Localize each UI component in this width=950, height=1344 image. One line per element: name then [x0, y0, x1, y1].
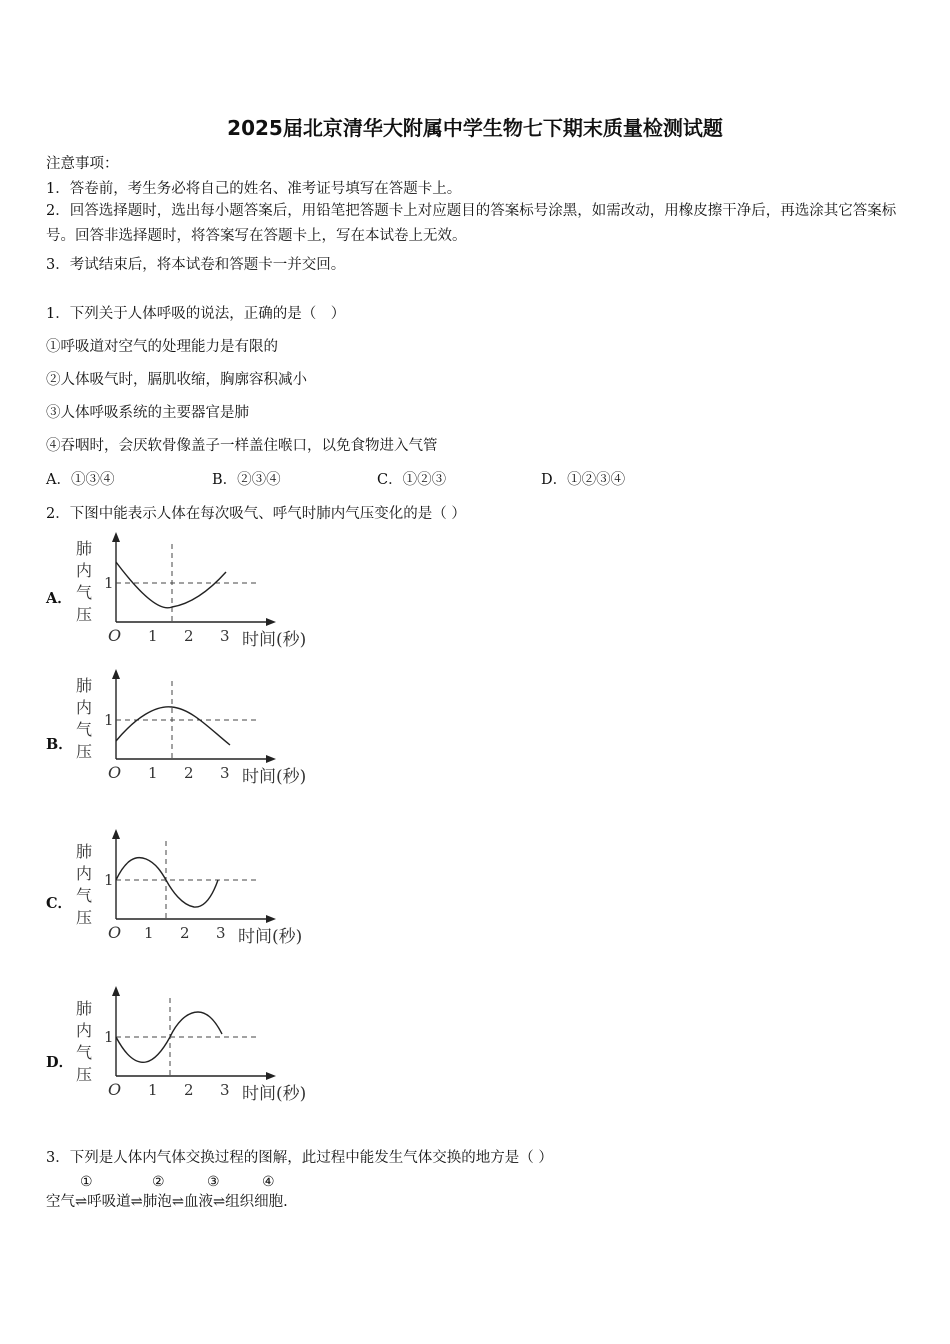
axes [112, 986, 276, 1080]
step-marker-3: ③ [207, 1174, 220, 1190]
exchange-arrow-icon: ⇌ [130, 1194, 143, 1210]
xtick-1: 1 [144, 924, 154, 942]
pressure-curve [116, 562, 226, 608]
xlabel: 时间(秒) [242, 630, 307, 650]
ylabel-char-4: 压 [76, 908, 93, 927]
q1-statement-4: ④吞咽时，会厌软骨像盖子一样盖住喉口，以免食物进入气管 [46, 438, 438, 454]
xlabel: 时间(秒) [238, 927, 303, 947]
q2-option-d-label[interactable]: D． [46, 1054, 74, 1071]
q1-statement-3: ③人体呼吸系统的主要器官是肺 [46, 405, 249, 421]
q1-option-d[interactable]: D．①②③④ [541, 472, 626, 488]
axes [112, 532, 276, 626]
ylabel-char-2: 内 [76, 1021, 93, 1040]
ylabel-char-3: 气 [76, 1043, 93, 1062]
ytick-1: 1 [104, 1028, 114, 1046]
ylabel-char-3: 气 [76, 720, 93, 739]
q1-statement-2: ②人体吸气时，膈肌收缩，胸廓容积减小 [46, 372, 307, 388]
step-tissue-cells: 组织细胞. [225, 1194, 288, 1210]
origin-label: O [108, 626, 122, 645]
step-marker-4: ④ [262, 1174, 275, 1190]
notes-heading: 注意事项： [46, 156, 119, 172]
pressure-curve [116, 858, 218, 907]
xtick-2: 2 [184, 627, 194, 645]
xtick-3: 3 [220, 627, 230, 645]
q2-graph-d[interactable] [70, 986, 340, 1106]
xtick-2: 2 [184, 1081, 194, 1099]
gas-exchange-flow [46, 1190, 288, 1211]
q2-graph-b[interactable] [70, 669, 340, 789]
ylabel-char-3: 气 [76, 886, 93, 905]
pressure-curve [116, 707, 230, 745]
xtick-2: 2 [184, 764, 194, 782]
q2-option-b-label[interactable]: B． [46, 736, 73, 753]
xtick-1: 1 [148, 627, 158, 645]
xtick-1: 1 [148, 764, 158, 782]
q1-statement-1: ①呼吸道对空气的处理能力是有限的 [46, 339, 278, 355]
origin-label: O [108, 923, 122, 942]
xtick-1: 1 [148, 1081, 158, 1099]
q1-option-b[interactable]: B．②③④ [212, 472, 281, 488]
xtick-3: 3 [216, 924, 226, 942]
ylabel-char-4: 压 [76, 1065, 93, 1084]
ylabel-char-1: 肺 [76, 676, 93, 695]
origin-label: O [108, 763, 122, 782]
axes [112, 829, 276, 923]
q2-option-a-label[interactable]: A． [46, 590, 72, 607]
note-item-3: 3．考试结束后，将本试卷和答题卡一并交回。 [46, 257, 346, 273]
page-title: 2025届北京清华大附属中学生物七下期末质量检测试题 [227, 116, 723, 140]
xtick-3: 3 [220, 764, 230, 782]
note-item-2: 2．回答选择题时，选出每小题答案后，用铅笔把答题卡上对应题目的答案标号涂黑，如需改动，用橡皮擦干净后，再选涂其它答案标号。回答非选择题时，将答案写在答题卡上，写在本试卷上无效。 [46, 203, 897, 244]
ylabel-char-2: 内 [76, 698, 93, 717]
exchange-arrow-icon: ⇌ [75, 1194, 88, 1210]
exchange-arrow-icon: ⇌ [212, 1194, 226, 1210]
ylabel-char-1: 肺 [76, 539, 93, 558]
exchange-arrow-icon: ⇌ [171, 1194, 184, 1210]
ytick-1: 1 [104, 711, 114, 729]
ytick-1: 1 [104, 574, 114, 592]
q3-stem: 3．下列是人体内气体交换过程的图解，此过程中能发生气体交换的地方是（ ） [46, 1150, 553, 1166]
ylabel-char-2: 内 [76, 864, 93, 883]
xtick-2: 2 [180, 924, 190, 942]
step-blood: 血液 [183, 1194, 213, 1210]
ylabel-char-2: 内 [76, 561, 93, 580]
q1-option-a[interactable]: A．①③④ [46, 472, 115, 488]
q2-stem: 2．下图中能表示人体在每次吸气、呼气时肺内气压变化的是（ ） [46, 506, 466, 522]
ytick-1: 1 [104, 871, 114, 889]
q2-option-c-label[interactable]: C． [46, 895, 73, 912]
step-marker-1: ① [80, 1174, 93, 1190]
step-alveoli: 肺泡 [142, 1194, 172, 1210]
xlabel: 时间(秒) [242, 1084, 307, 1104]
q2-graph-a[interactable] [70, 532, 340, 652]
step-air: 空气 [46, 1194, 75, 1210]
ylabel-char-4: 压 [76, 605, 93, 624]
ylabel-char-1: 肺 [76, 999, 93, 1018]
xlabel: 时间(秒) [242, 767, 307, 787]
ylabel-char-1: 肺 [76, 842, 93, 861]
q1-stem: 1．下列关于人体呼吸的说法，正确的是（ ） [46, 306, 346, 322]
q2-graph-c[interactable] [70, 829, 340, 949]
ylabel-char-4: 压 [76, 742, 93, 761]
origin-label: O [108, 1080, 122, 1099]
q1-option-c[interactable]: C．①②③ [377, 472, 447, 488]
step-airway: 呼吸道 [87, 1194, 131, 1210]
ylabel-char-3: 气 [76, 583, 93, 602]
step-marker-2: ② [152, 1174, 165, 1190]
xtick-3: 3 [220, 1081, 230, 1099]
note-item-1: 1．答卷前，考生务必将自己的姓名、准考证号填写在答题卡上。 [46, 181, 462, 197]
